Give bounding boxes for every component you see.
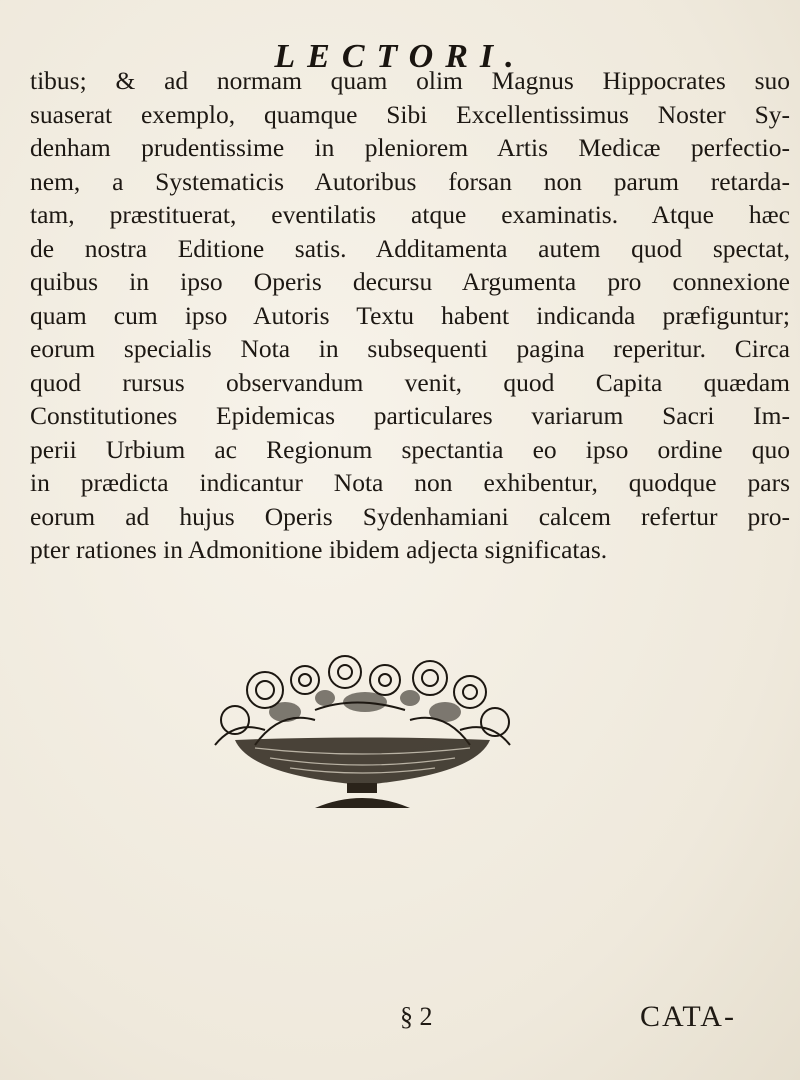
text-line: perii Urbium ac Regionum spectantia eo ipso ordine quo (30, 434, 790, 464)
text-line: quod rursus observandum venit, quod Capita quædam (30, 367, 790, 397)
catchword: CATA- (640, 1000, 736, 1033)
text-line: nem, a Systematicis Autoribus forsan non parum retarda- (30, 166, 790, 196)
text-line: Constitutiones Epidemicas particulares variarum Sacri Im- (30, 401, 790, 430)
text-line: eorum ad hujus Operis Sydenhamiani calcem refertur pro- (30, 501, 790, 531)
page-footer (0, 1000, 800, 1050)
text-line: tibus; & ad normam quam olim Magnus Hippocrates suo (30, 66, 790, 95)
text-line: denham prudentissime in pleniorem Artis Medicæ perfectio- (30, 133, 790, 162)
text-line: suaserat exemplo, quamque Sibi Excellentissimus Noster Sy- (30, 99, 790, 129)
signature-mark: § 2 (400, 1002, 433, 1031)
text-line: de nostra Editione satis. Additamenta autem quod spectat, (30, 233, 790, 263)
text-line: eorum specialis Nota in subsequenti pagina reperitur. Circa (30, 334, 790, 363)
body-text (30, 64, 790, 567)
flower-basket-ornament-icon (195, 650, 530, 810)
text-line: in prædicta indicantur Nota non exhibentur, quodque pars (30, 468, 790, 497)
text-line: quibus in ipso Operis decursu Argumenta pro connexione (30, 267, 790, 296)
text-line: pter rationes in Admonitione ibidem adjecta significatas. (30, 535, 608, 564)
text-line: tam, præstituerat, eventilatis atque examinatis. Atque hæc (30, 200, 790, 229)
text-line: quam cum ipso Autoris Textu habent indicanda præfiguntur; (30, 300, 790, 330)
running-title: LECTORI. (274, 38, 526, 75)
